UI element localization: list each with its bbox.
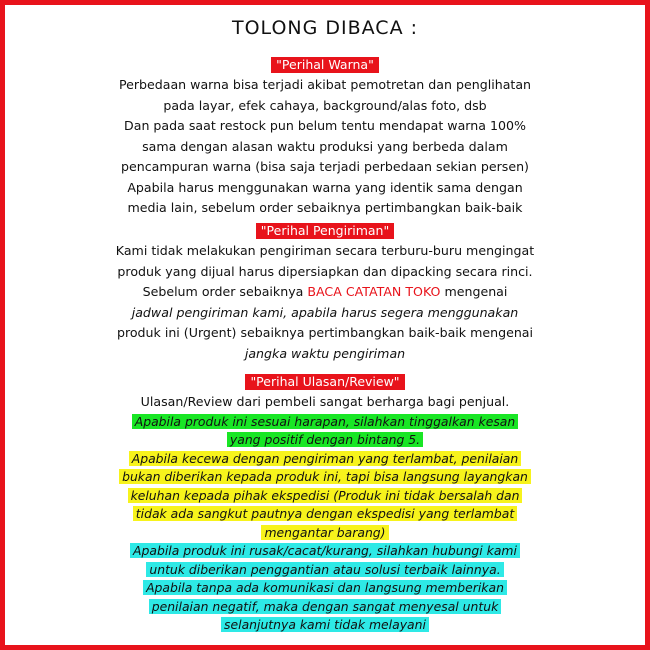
pengiriman-line: produk yang dijual harus dipersiapkan dan dipacking secara rinci. <box>117 263 533 279</box>
ulasan-intro: Ulasan/Review dari pembeli sangat berharga bagi penjual. <box>140 394 510 409</box>
yellow-highlight-line: mengantar barang) <box>261 525 388 540</box>
green-highlight-line: yang positif dengan bintang 5. <box>227 432 423 447</box>
section-ulasan <box>5 374 645 635</box>
cyan-highlight-line: penilaian negatif, maka dengan sangat menyesal untuk <box>149 599 502 614</box>
warna-line: media lain, sebelum order sebaiknya pertimbangkan baik-baik <box>127 200 523 215</box>
section-warna <box>5 57 645 219</box>
pengiriman-line: jangka waktu pengiriman <box>244 345 406 361</box>
pengiriman-line: produk ini (Urgent) sebaiknya pertimbangkan baik-baik mengenai <box>116 325 534 340</box>
cyan-highlight-block <box>5 542 645 635</box>
warna-line: Dan pada saat restock pun belum tentu mendapat warna 100% <box>124 118 526 133</box>
heading-warna: "Perihal Warna" <box>271 57 379 73</box>
yellow-highlight-line: bukan diberikan kepada produk ini, tapi bisa langsung layangkan <box>119 469 531 484</box>
warna-line: Apabila harus menggunakan warna yang identik sama dengan <box>127 179 523 195</box>
store-notes-highlight: BACA CATATAN TOKO <box>307 284 441 299</box>
yellow-highlight-line: Apabila kecewa dengan pengiriman yang terlambat, penilaian <box>129 451 522 466</box>
page-title: TOLONG DIBACA : <box>231 17 419 39</box>
pengiriman-text: Sebelum order sebaiknya <box>142 284 308 299</box>
warna-line: pada layar, efek cahaya, background/alas foto, dsb <box>163 97 487 113</box>
cyan-highlight-line: Apabila produk ini rusak/cacat/kurang, silahkan hubungi kami <box>130 543 520 558</box>
yellow-highlight-line: keluhan kepada pihak ekspedisi (Produk ini tidak bersalah dan <box>128 488 523 503</box>
green-highlight-line: Apabila produk ini sesuai harapan, silahkan tinggalkan kesan <box>132 414 518 429</box>
pengiriman-line: jadwal pengiriman kami, apabila harus segera menggunakan <box>131 304 519 320</box>
cyan-highlight-line: untuk diberikan penggantian atau solusi terbaik lainnya. <box>146 562 503 577</box>
warna-line: pencampuran warna (bisa saja terjadi perbedaan sekian persen) <box>121 159 529 174</box>
pengiriman-line: Kami tidak melakukan pengiriman secara terburu-buru mengingat <box>115 243 535 258</box>
cyan-highlight-line: selanjutnya kami tidak melayani <box>221 617 429 632</box>
yellow-highlight-line: tidak ada sangkut pautnya dengan ekspedisi yang terlambat <box>133 506 517 521</box>
heading-ulasan: "Perihal Ulasan/Review" <box>245 374 404 390</box>
pengiriman-text: mengenai <box>440 284 508 299</box>
warna-line: Perbedaan warna bisa terjadi akibat pemotretan dan penglihatan <box>118 77 532 92</box>
pengiriman-line <box>5 282 645 303</box>
notice-document <box>5 5 645 645</box>
section-pengiriman <box>5 223 645 364</box>
yellow-highlight-block <box>5 450 645 543</box>
green-highlight-block <box>5 413 645 450</box>
cyan-highlight-line: Apabila tanpa ada komunikasi dan langsung memberikan <box>143 580 507 595</box>
warna-line: sama dengan alasan waktu produksi yang berbeda dalam <box>142 138 508 154</box>
heading-pengiriman: "Perihal Pengiriman" <box>256 223 394 239</box>
